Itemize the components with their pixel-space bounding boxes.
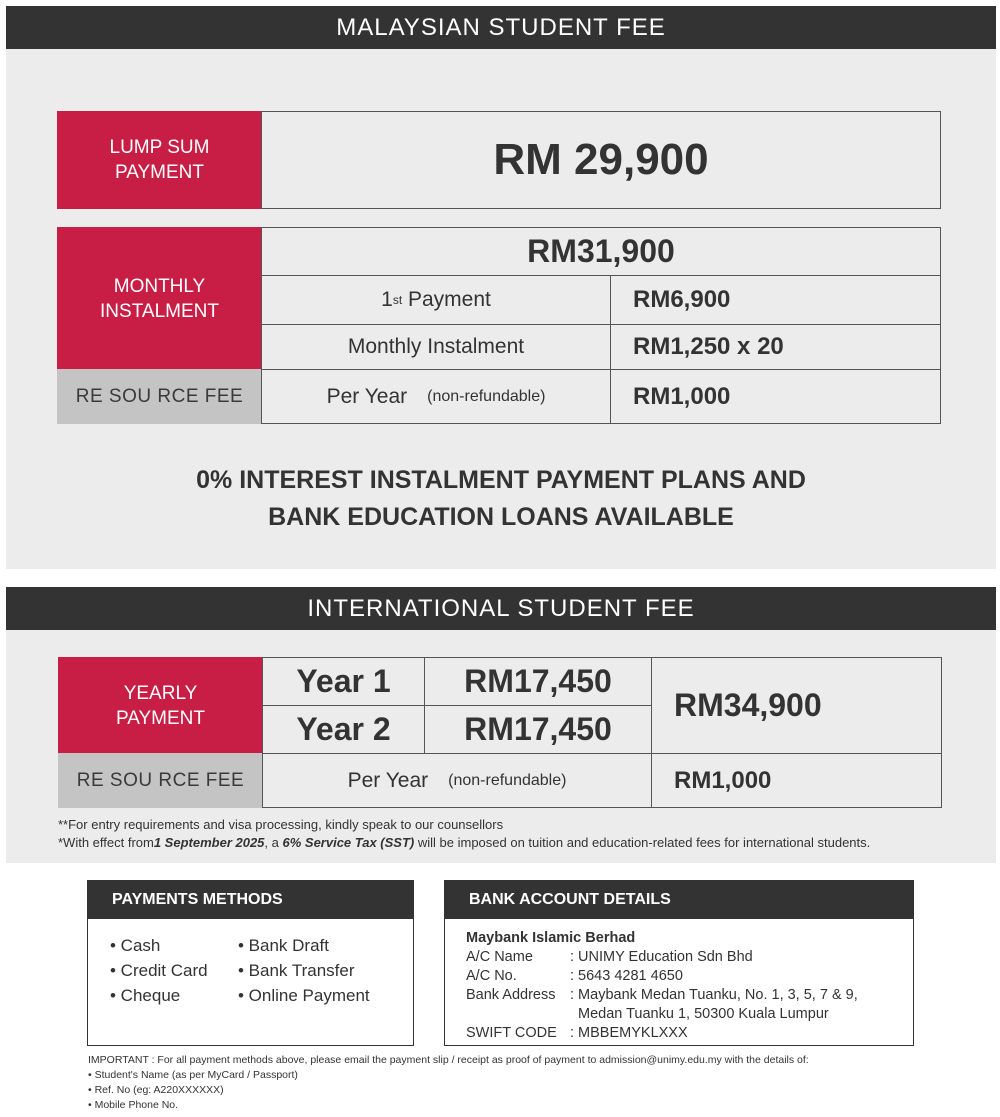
monthly-total-amount: RM31,900 <box>261 227 941 276</box>
malaysian-resource-note: (non-refundable) <box>427 387 546 405</box>
entry-requirements-note: **For entry requirements and visa processing, kindly speak to our counsellors <box>58 817 504 832</box>
monthly-instalment-amount: RM1,250 x 20 <box>610 324 941 370</box>
first-payment-suffix: Payment <box>402 288 491 311</box>
bank-account-box <box>444 880 914 1046</box>
international-fee-title: INTERNATIONAL STUDENT FEE <box>6 587 996 630</box>
ac-name-value: : UNIMY Education Sdn Bhd <box>570 949 753 965</box>
ac-name-label: A/C Name <box>466 949 533 965</box>
monthly-instalment-row-label: Monthly Instalment <box>261 324 611 370</box>
yearly-payment-label <box>58 657 263 754</box>
payment-methods-col2 <box>238 933 370 1008</box>
payment-method-item: • Online Payment <box>238 986 370 1005</box>
lump-sum-label <box>57 111 262 209</box>
monthly-label-line2: INSTALMENT <box>100 300 219 322</box>
bank-address-line1: : Maybank Medan Tuanku, No. 1, 3, 5, 7 & 9, <box>570 987 858 1003</box>
service-tax-note <box>58 834 993 852</box>
international-resource-amount: RM1,000 <box>651 753 942 808</box>
year2-amount: RM17,450 <box>424 705 652 754</box>
international-resource-period-text: Per Year <box>347 768 429 792</box>
malaysian-resource-period-text: Per Year <box>326 384 408 408</box>
tax-note-suffix: will be imposed on tuition and education-related fees for international students. <box>414 835 871 850</box>
yearly-label-line1: YEARLY <box>123 682 198 704</box>
malaysian-fee-title: MALAYSIAN STUDENT FEE <box>6 6 996 49</box>
year2-label: Year 2 <box>262 705 425 754</box>
payment-methods-col1 <box>110 933 238 1008</box>
malaysian-resource-period <box>261 369 611 424</box>
payment-method-item: • Credit Card <box>110 961 208 980</box>
tax-note-date: 1 September 2025 <box>153 835 265 850</box>
year1-amount: RM17,450 <box>424 657 652 706</box>
swift-code-label: SWIFT CODE <box>466 1025 557 1041</box>
international-notes <box>58 816 993 852</box>
ac-no-label: A/C No. <box>466 968 517 984</box>
lump-sum-label-line1: LUMP SUM <box>109 137 210 158</box>
monthly-label-line1: MONTHLY <box>113 275 206 297</box>
payment-method-item: • Cash <box>110 936 161 955</box>
first-payment-amount: RM6,900 <box>610 275 941 325</box>
first-payment-sup: st <box>392 293 403 307</box>
important-note <box>88 1053 988 1113</box>
swift-code-value: : MBBEMYKLXXX <box>570 1025 688 1041</box>
malaysian-resource-fee-label: RE SOU RCE FEE <box>57 369 262 424</box>
international-resource-note: (non-refundable) <box>448 771 567 789</box>
ac-no-value: : 5643 4281 4650 <box>570 968 683 984</box>
first-payment-number: 1 <box>381 288 393 311</box>
first-payment-label <box>261 275 611 325</box>
tax-note-rate: 6% Service Tax (SST) <box>282 835 415 850</box>
important-item: • Student's Name (as per MyCard / Passport) <box>88 1069 298 1081</box>
yearly-total-amount: RM34,900 <box>651 657 942 754</box>
yearly-label-line2: PAYMENT <box>115 707 206 729</box>
important-item: • Mobile Phone No. <box>88 1099 179 1111</box>
payment-method-item: • Bank Transfer <box>238 961 355 980</box>
monthly-instalment-label <box>57 227 262 370</box>
payment-methods-box <box>87 880 414 1046</box>
interest-line1: 0% INTEREST INSTALMENT PAYMENT PLANS AND <box>196 466 806 494</box>
bank-address-line2: Medan Tuanku 1, 50300 Kuala Lumpur <box>578 1006 829 1022</box>
payment-method-item: • Bank Draft <box>238 936 329 955</box>
interest-plans-note <box>6 462 996 536</box>
bank-name: Maybank Islamic Berhad <box>466 930 636 946</box>
year1-label: Year 1 <box>262 657 425 706</box>
lump-sum-amount: RM 29,900 <box>261 111 941 209</box>
bank-address-label: Bank Address <box>466 987 556 1003</box>
international-resource-period <box>262 753 652 808</box>
tax-note-prefix: *With effect from <box>58 835 154 850</box>
tax-note-mid: , a <box>264 835 283 850</box>
important-item: • Ref. No (eg: A220XXXXXX) <box>88 1084 224 1096</box>
important-line: IMPORTANT : For all payment methods above, please email the payment slip / receipt as proof of payment to admission@unimy.edu.my with the details of: <box>88 1054 809 1066</box>
malaysian-resource-amount: RM1,000 <box>610 369 941 424</box>
interest-line2: BANK EDUCATION LOANS AVAILABLE <box>268 503 734 531</box>
bank-account-title: BANK ACCOUNT DETAILS <box>445 881 913 919</box>
lump-sum-label-line2: PAYMENT <box>114 162 205 183</box>
payment-method-item: • Cheque <box>110 986 181 1005</box>
international-resource-fee-label: RE SOU RCE FEE <box>58 753 263 808</box>
payment-methods-title: PAYMENTS METHODS <box>88 881 413 919</box>
